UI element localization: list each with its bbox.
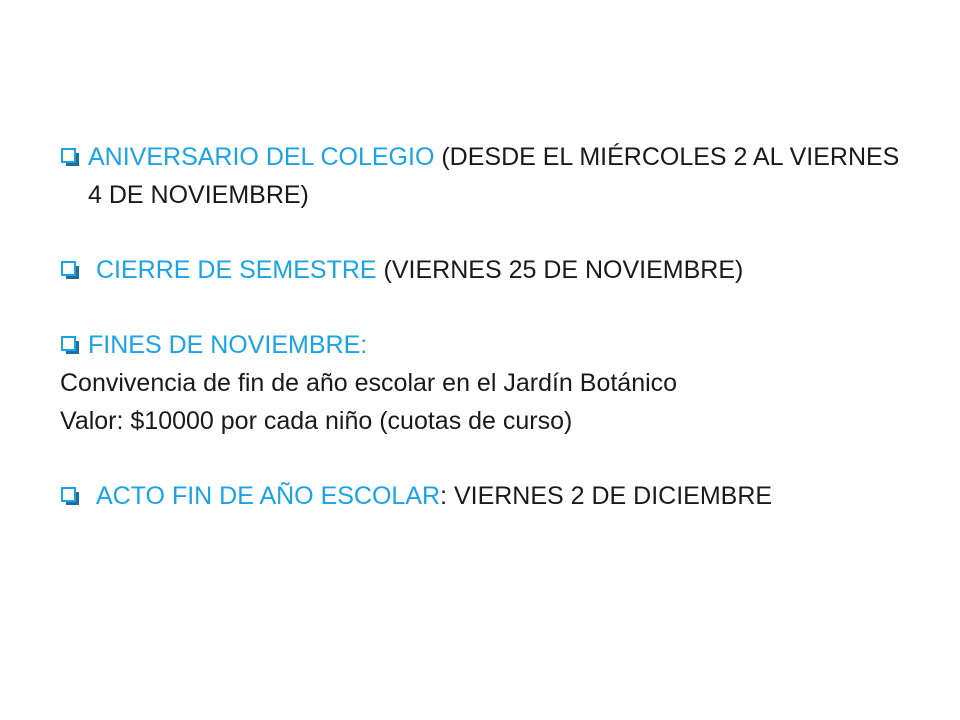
list-item-fines bbox=[60, 326, 920, 364]
list-item-aniversario bbox=[60, 138, 920, 214]
item-rest: (DESDE EL MIÉRCOLES 2 AL VIERNES 4 DE NOVIEMBRE) bbox=[88, 143, 900, 209]
detail-line: Convivencia de fin de año escolar en el Jardín Botánico bbox=[60, 369, 678, 397]
item-rest: (VIERNES 25 DE NOVIEMBRE) bbox=[376, 256, 744, 284]
checkbox-square-icon bbox=[60, 477, 84, 515]
list-item-text bbox=[84, 326, 920, 364]
announcement-list bbox=[60, 138, 920, 515]
list-item-acto bbox=[60, 477, 920, 515]
item-highlight: CIERRE DE SEMESTRE bbox=[96, 256, 377, 284]
checkbox-square-icon bbox=[60, 326, 84, 364]
checkbox-square-icon bbox=[60, 138, 84, 176]
item-highlight: FINES DE NOVIEMBRE: bbox=[88, 331, 368, 359]
list-item-cierre bbox=[60, 251, 920, 289]
checkbox-square-icon bbox=[60, 251, 84, 289]
item-highlight: ANIVERSARIO DEL COLEGIO bbox=[88, 143, 435, 171]
detail-line: Valor: $10000 por cada niño (cuotas de curso) bbox=[60, 407, 573, 435]
list-item-text bbox=[84, 251, 920, 289]
list-item-text bbox=[84, 138, 920, 214]
item-highlight: ACTO FIN DE AÑO ESCOLAR bbox=[96, 482, 441, 510]
list-item-text bbox=[84, 477, 920, 515]
item-rest: : VIERNES 2 DE DICIEMBRE bbox=[440, 482, 773, 510]
